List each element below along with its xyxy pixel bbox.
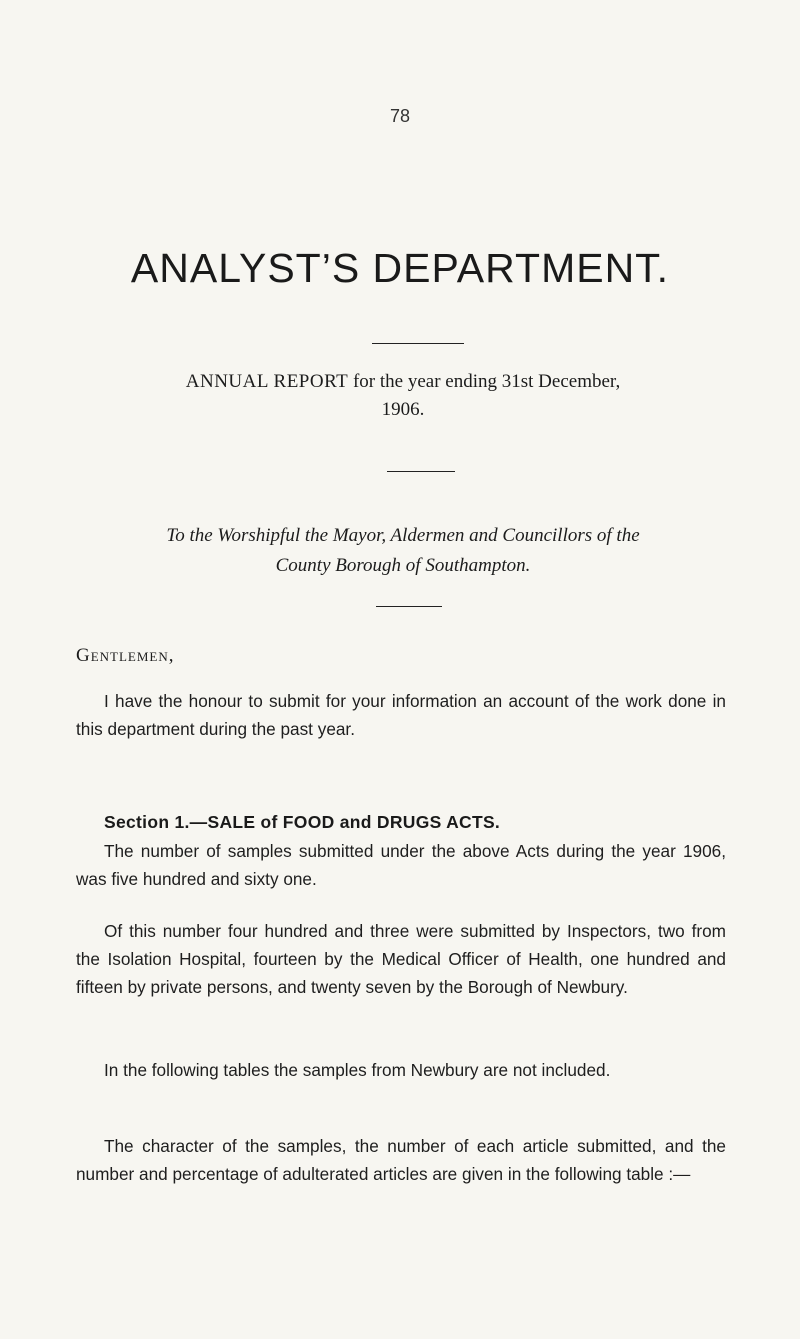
report-caps: ANNUAL REPORT xyxy=(185,371,349,392)
section-title: SALE of FOOD and DRUGS ACTS. xyxy=(207,812,501,832)
page-number: 78 xyxy=(389,106,411,126)
address-line-2: County Borough of Southampton. xyxy=(275,555,531,576)
section-dash: — xyxy=(189,812,208,832)
paragraph-newbury-note: In the following tables the samples from Newbury are not included. xyxy=(104,1060,611,1080)
address-line-1: To the Worshipful the Mayor, Aldermen and Councillors of the xyxy=(166,525,640,546)
page-title: ANALYST’S DEPARTMENT. xyxy=(130,245,670,291)
divider-rule-3 xyxy=(376,606,442,607)
intro-paragraph: I have the honour to submit for your information an account of the work done in this department during the past year. xyxy=(76,691,726,739)
report-line-rest: for the year ending 31st December, xyxy=(348,371,621,392)
section-heading xyxy=(104,812,500,833)
divider-rule-2 xyxy=(387,471,455,472)
address-block xyxy=(78,521,728,581)
paragraph-samples-breakdown: Of this number four hundred and three were submitted by Inspectors, two from the Isolation Hospital, fourteen by the Medical Officer of Health, one hundred and fifteen by private persons, and twenty seven by the Borough of Newbury. xyxy=(76,921,726,997)
paragraph-samples-count: The number of samples submitted under the above Acts during the year 1906, was five hundred and sixty one. xyxy=(76,841,726,889)
salutation: Gentlemen, xyxy=(76,645,175,666)
report-heading-line-2: 1906. xyxy=(381,399,425,420)
divider-rule-1 xyxy=(372,343,464,344)
report-heading xyxy=(78,368,728,424)
paragraph-table-intro: The character of the samples, the number of each article submitted, and the number and percentage of adulterated articles are given in the following table :— xyxy=(76,1136,726,1184)
report-heading-line-1 xyxy=(78,368,728,396)
section-label: Section 1. xyxy=(104,812,190,832)
